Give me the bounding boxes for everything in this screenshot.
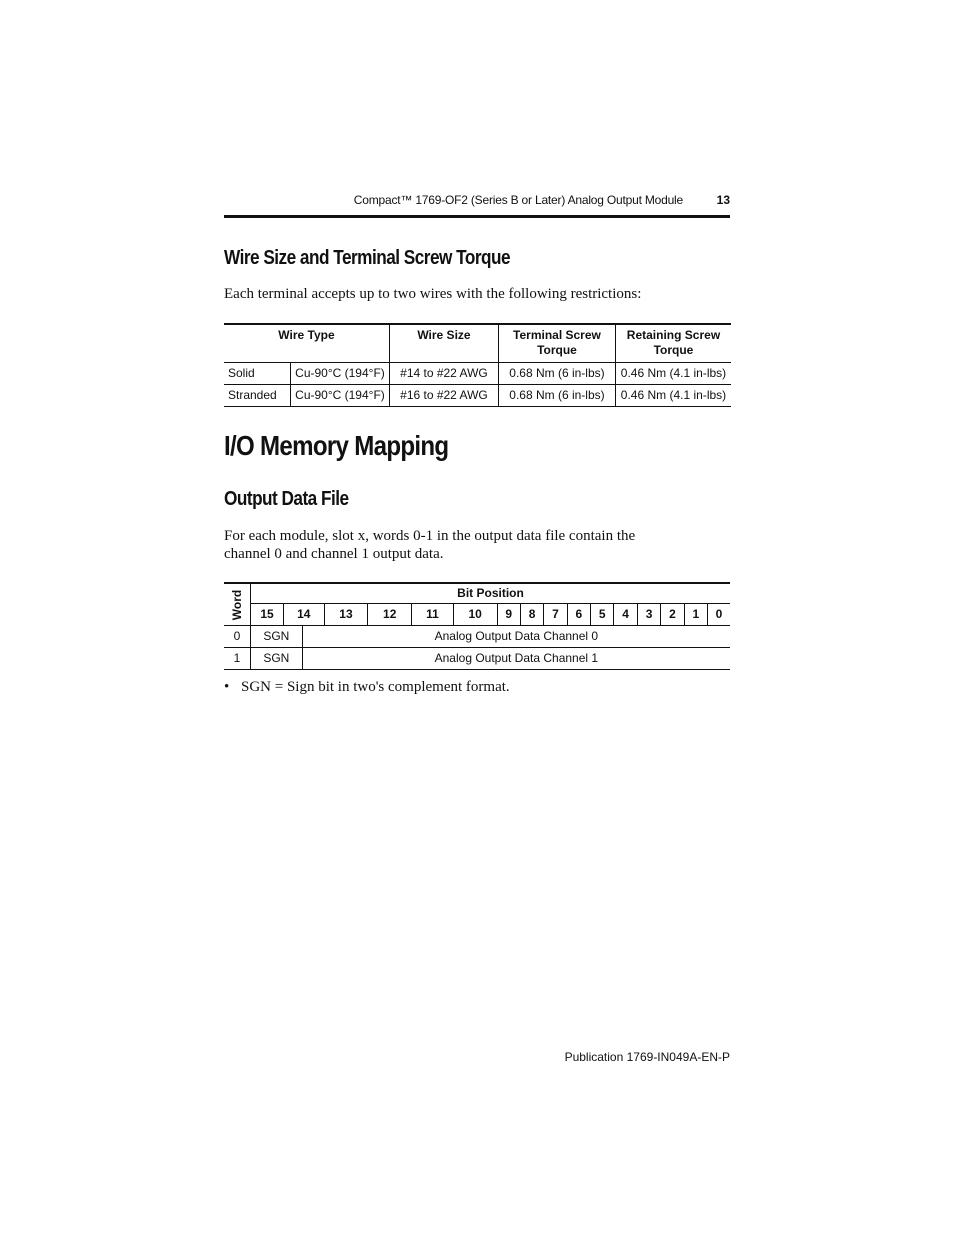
cell-conductor: Cu-90°C (194°F) (291, 385, 390, 407)
bit-header: 12 (368, 604, 412, 626)
bit-header: 11 (412, 604, 454, 626)
cell-wire-type: Solid (224, 363, 291, 385)
cell-terminal-torque: 0.68 Nm (6 in-lbs) (498, 385, 615, 407)
word-number: 1 (224, 648, 251, 670)
io-memory-heading: I/O Memory Mapping (224, 430, 449, 461)
cell-retaining-torque: 0.46 Nm (4.1 in-lbs) (615, 363, 731, 385)
sgn-note (224, 679, 510, 696)
bit-header: 5 (591, 604, 614, 626)
bit-header: 13 (324, 604, 368, 626)
header-wire-type: Wire Type (224, 324, 389, 363)
cell-retaining-torque: 0.46 Nm (4.1 in-lbs) (615, 385, 731, 407)
bits-row (224, 604, 730, 626)
cell-conductor: Cu-90°C (194°F) (291, 363, 390, 385)
cell-wire-size: #16 to #22 AWG (389, 385, 498, 407)
cell-terminal-torque: 0.68 Nm (6 in-lbs) (498, 363, 615, 385)
bit-position-row (224, 583, 730, 604)
bit-header: 9 (497, 604, 520, 626)
sgn-note-text: SGN = Sign bit in two's complement format. (241, 679, 510, 695)
table-row (224, 626, 730, 648)
bullet-icon: • (224, 679, 230, 695)
cell-wire-size: #14 to #22 AWG (389, 363, 498, 385)
bit-header: 7 (544, 604, 567, 626)
table-row (224, 363, 731, 385)
output-intro-line-2: channel 0 and channel 1 output data. (224, 546, 444, 562)
bit-header: 6 (567, 604, 590, 626)
bit-header: 1 (684, 604, 707, 626)
bit-header: 14 (284, 604, 325, 626)
word-header (224, 583, 251, 626)
channel-data: Analog Output Data Channel 1 (302, 648, 730, 670)
table-header-row (224, 324, 731, 363)
bit-header: 2 (661, 604, 684, 626)
bit-header: 15 (251, 604, 284, 626)
bit-header: 4 (614, 604, 637, 626)
table-row (224, 385, 731, 407)
header-retaining-screw-torque: Retaining Screw Torque (615, 324, 731, 363)
channel-data: Analog Output Data Channel 0 (302, 626, 730, 648)
header-wire-size: Wire Size (389, 324, 498, 363)
page-header (224, 193, 730, 218)
bit-position-header: Bit Position (251, 583, 731, 604)
word-label: Word (230, 589, 244, 620)
bit-header: 0 (708, 604, 730, 626)
bit-header: 8 (520, 604, 543, 626)
wire-size-table (224, 323, 731, 407)
bit-header: 10 (453, 604, 497, 626)
sign-bit: SGN (251, 648, 303, 670)
output-data-file-heading: Output Data File (224, 488, 349, 510)
cell-wire-type: Stranded (224, 385, 291, 407)
output-data-table (224, 582, 730, 670)
publication-footer: Publication 1769-IN049A-EN-P (564, 1050, 730, 1064)
bit-header: 3 (637, 604, 660, 626)
output-intro-line-1: For each module, slot x, words 0-1 in the output data file contain the (224, 528, 636, 544)
header-terminal-screw-torque: Terminal Screw Torque (498, 324, 615, 363)
sign-bit: SGN (251, 626, 303, 648)
word-number: 0 (224, 626, 251, 648)
document-title: Compact™ 1769-OF2 (Series B or Later) Analog Output Module (353, 193, 683, 207)
table-row (224, 648, 730, 670)
page-number: 13 (716, 193, 730, 207)
wire-intro: Each terminal accepts up to two wires with the following restrictions: (224, 286, 642, 302)
wire-size-heading: Wire Size and Terminal Screw Torque (224, 247, 511, 269)
output-intro (224, 527, 714, 563)
